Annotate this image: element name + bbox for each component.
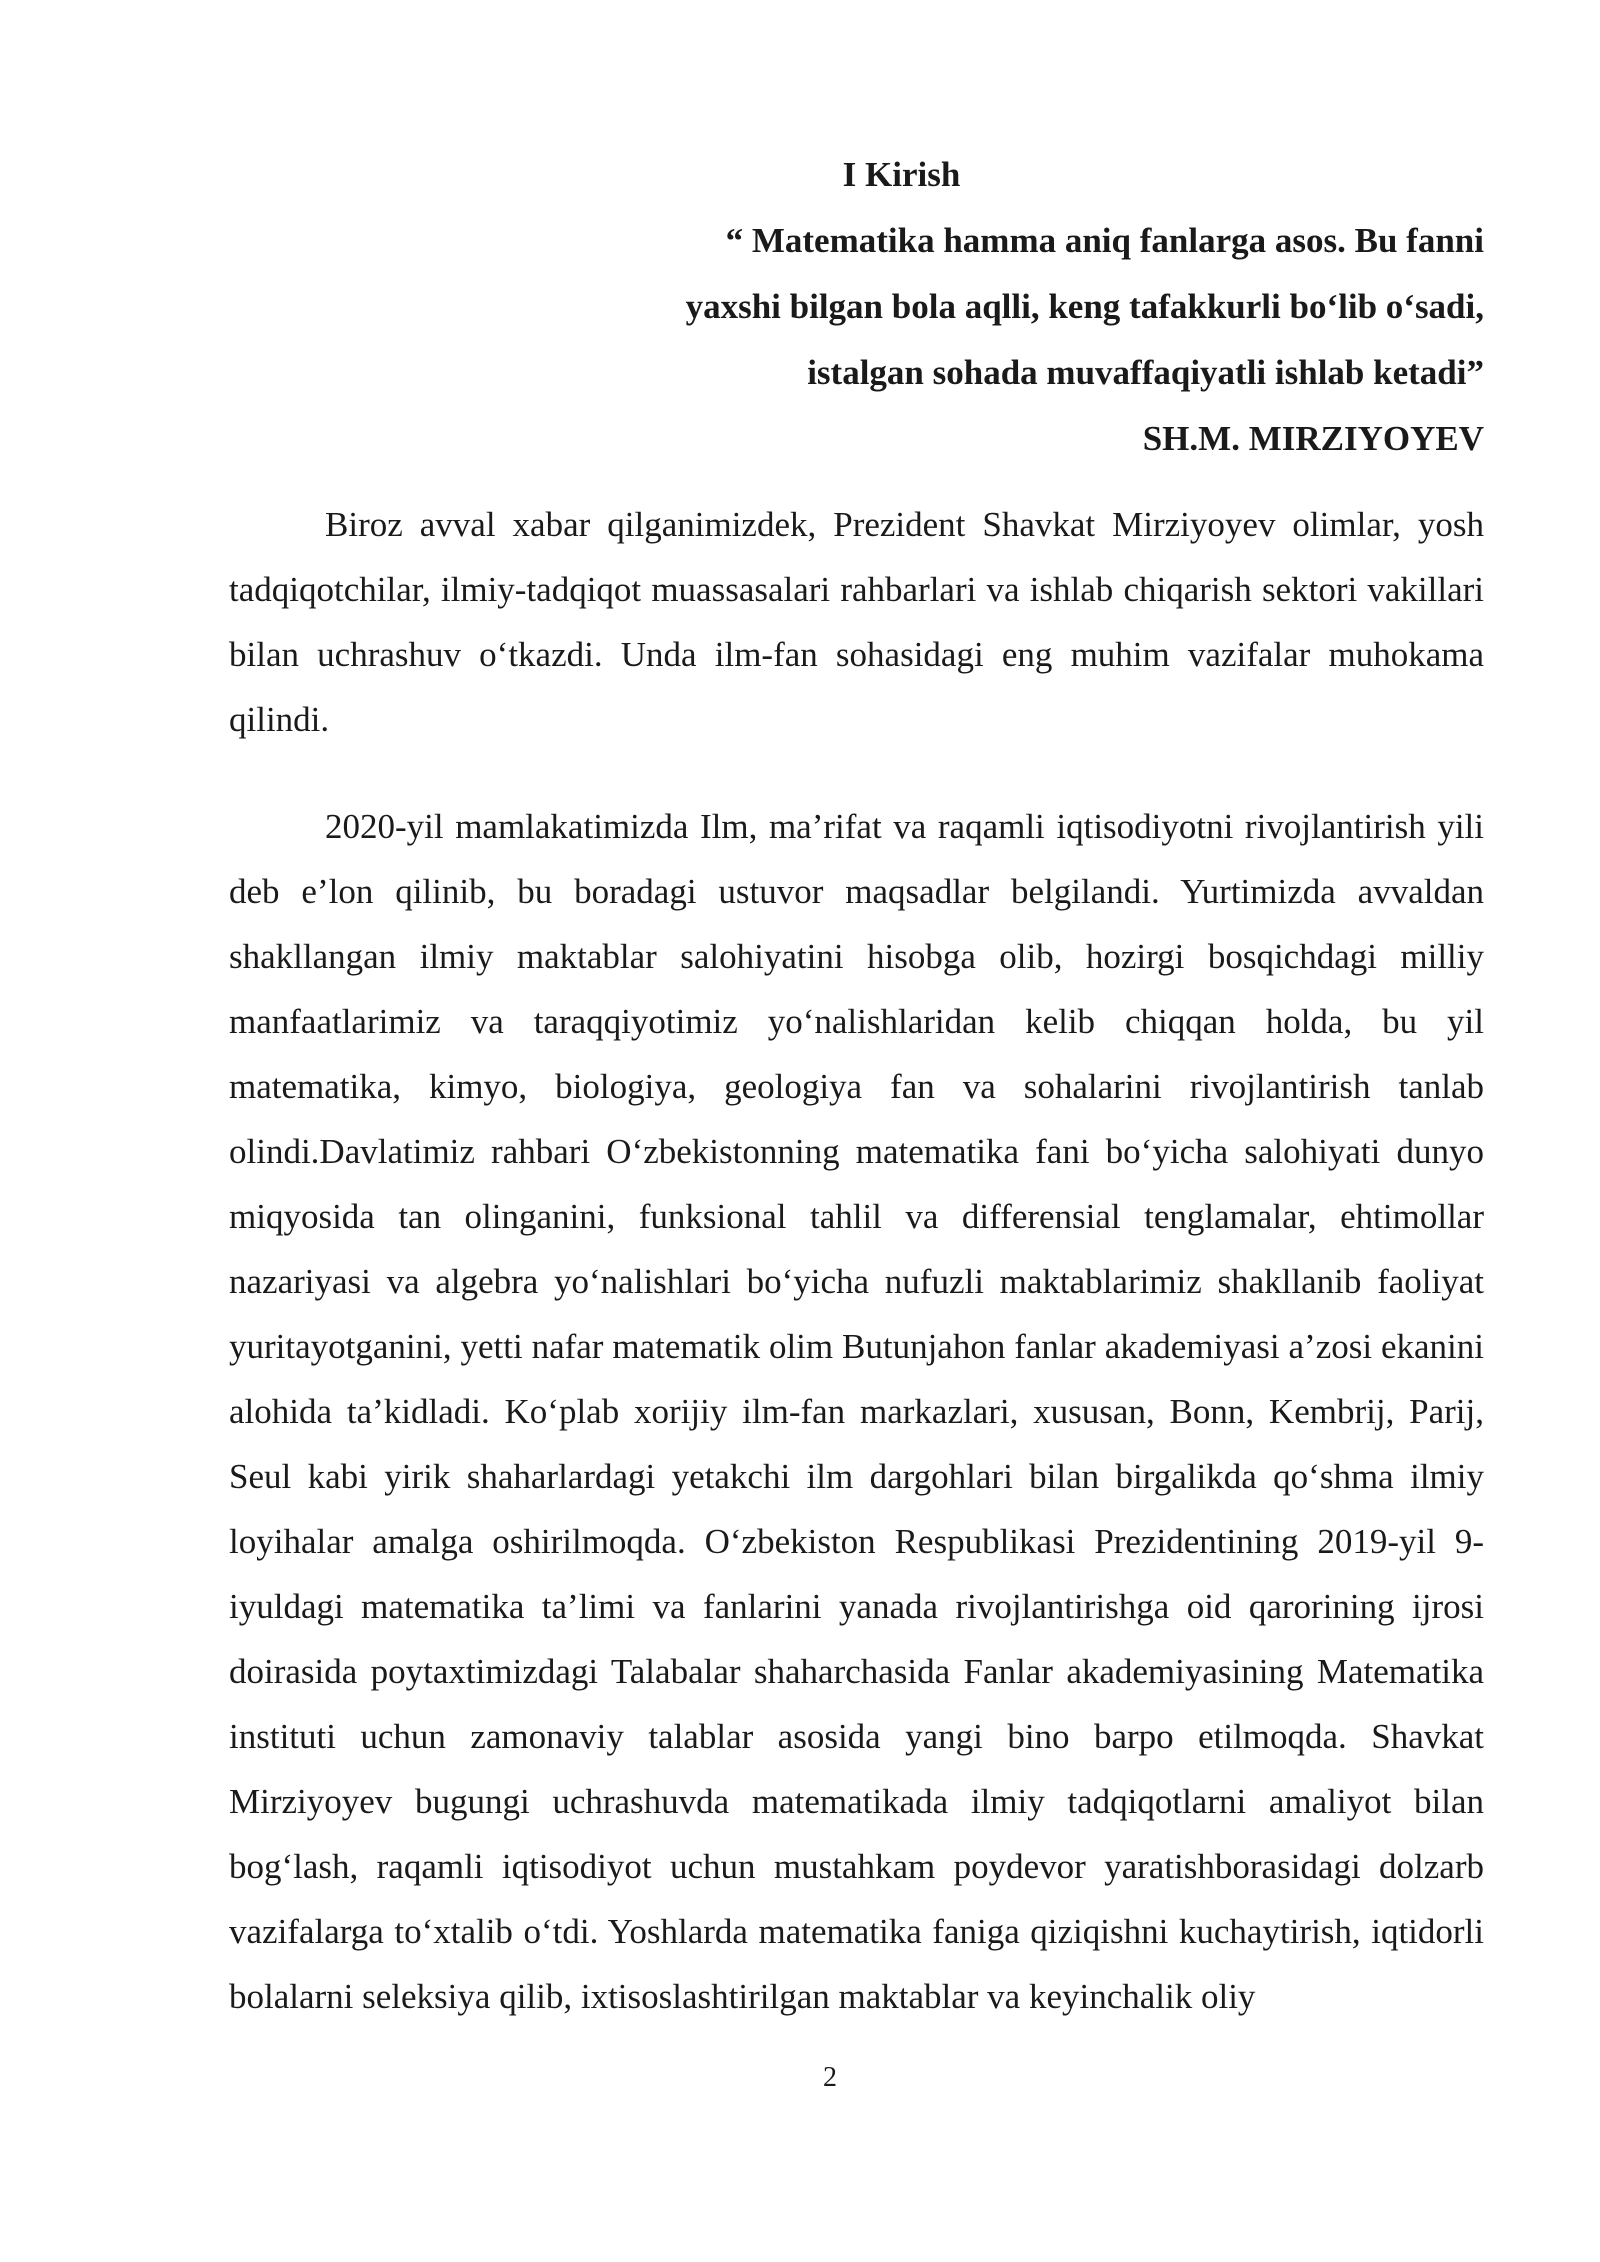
section-heading: I Kirish bbox=[842, 155, 961, 194]
epigraph-line: istalgan sohada muvaffaqiyatli ishlab ketadi” bbox=[807, 353, 1484, 392]
document-page bbox=[229, 150, 1484, 2029]
body-paragraph: Biroz avval xabar qilganimizdek, Prezident Shavkat Mirziyoyev olimlar, yosh tadqiqotchilar, ilmiy-tadqiqot muassasalari rahbarlari va ishlab chiqarish sektori vakillari bilan uchrashuv o‘tkazdi. Unda ilm-fan sohasidagi eng muhim vazifalar muhokama qilindi. bbox=[229, 505, 1484, 739]
epigraph-line: yaxshi bilgan bola aqlli, keng tafakkurli bo‘lib o‘sadi, bbox=[685, 287, 1484, 326]
epigraph bbox=[229, 208, 1484, 472]
body-paragraph: 2020-yil mamlakatimizda Ilm, ma’rifat va raqamli iqtisodiyotni rivojlantirish yili deb e’lon qilinib, bu boradagi ustuvor maqsadlar belgilandi. Yurtimizda avvaldan shakllangan ilmiy maktablar salohiyatini hisobga olib, hozirgi bosqichdagi milliy manfaatlarimiz va taraqqiyotimiz yo‘nalishlaridan kelib chiqqan holda, bu yil matematika, kimyo, biologiya, geologiya fan va sohalarini rivojlantirish tanlab olindi.Davlatimiz rahbari O‘zbekistonning matematika fani bo‘yicha salohiyati dunyo miqyosida tan olinganini, funksional tahlil va differensial tenglamalar, ehtimollar nazariyasi va algebra yo‘nalishlari bo‘yicha nufuzli maktablarimiz shakllanib faoliyat yuritayotganini, yetti nafar matematik olim Butunjahon fanlar akademiyasi a’zosi ekanini alohida ta’kidladi. Ko‘plab xorijiy ilm-fan markazlari, xususan, Bonn, Kembrij, Parij, Seul kabi yirik shaharlardagi yetakchi ilm dargohlari bilan birgalikda qo‘shma ilmiy loyihalar amalga oshirilmoqda. O‘zbekiston Respublikasi Prezidentining 2019-yil 9-iyuldagi matematika ta’limi va fanlarini yanada rivojlantirishga oid qarorining ijrosi doirasida poytaxtimizdagi Talabalar shaharchasida Fanlar akademiyasining Matematika instituti uchun zamonaviy talablar asosida yangi bino barpo etilmoqda. Shavkat Mirziyoyev bugungi uchrashuvda matematikada ilmiy tadqiqotlarni amaliyot bilan bog‘lash, raqamli iqtisodiyot uchun mustahkam poydevor yaratishborasidagi dolzarb vazifalarga to‘xtalib o‘tdi. Yoshlarda matematika faniga qiziqishni kuchaytirish, iqtidorli bolalarni seleksiya qilib, ixtisoslashtirilgan maktablar va keyinchalik oliy bbox=[229, 807, 1484, 2016]
epigraph-author: SH.M. MIRZIYOYEV bbox=[1142, 419, 1484, 458]
page-number: 2 bbox=[823, 2062, 837, 2093]
epigraph-line: “ Matematika hamma aniq fanlarga asos. Bu fanni bbox=[725, 221, 1484, 260]
